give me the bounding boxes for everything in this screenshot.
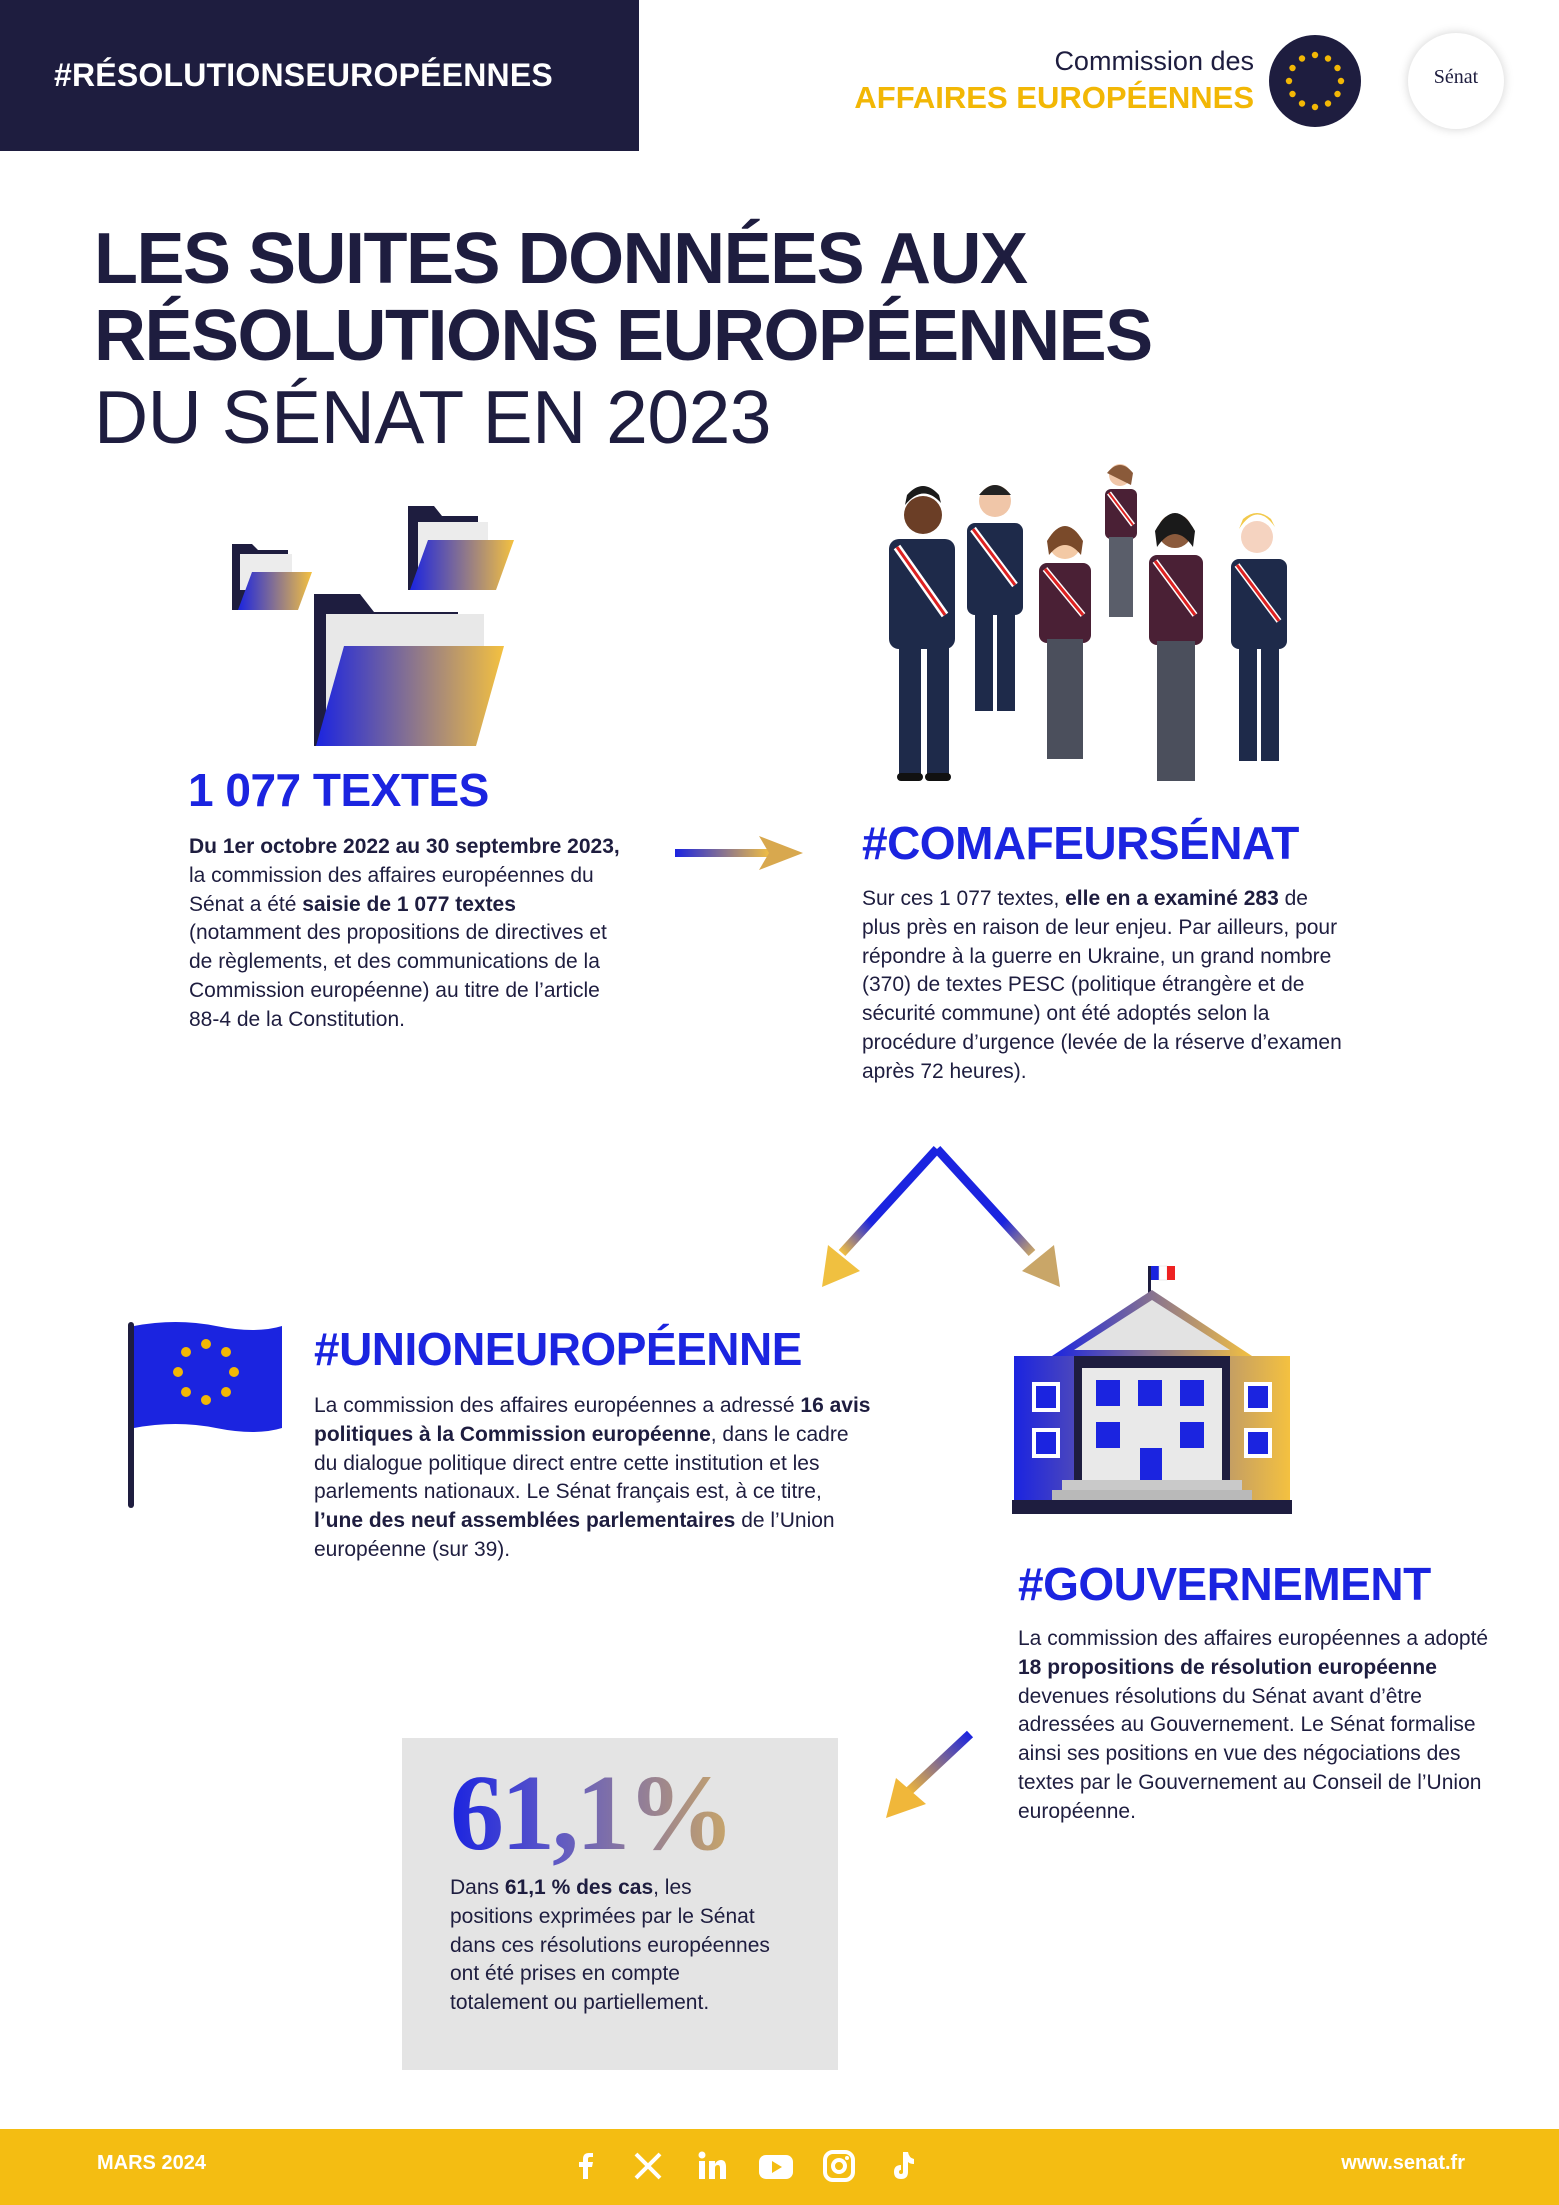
ue-description: La commission des affaires européennes a adressé 16 avis politiques à la Commission européenne, dans le cadre du dialogue politique direct entre cette institution et les parlements nationaux. Le Sénat français est, à ce titre, l’une des neuf assemblées parlementaires de l’Union européenne (sur 39). [314, 1394, 871, 1561]
tiktok-icon[interactable] [883, 2147, 921, 2185]
folders-illustration [228, 500, 518, 750]
linkedin-icon[interactable] [693, 2147, 731, 2185]
footer-website-link[interactable]: www.senat.fr [1341, 2152, 1465, 2174]
gouvernement-heading: #GOUVERNEMENT [1018, 1558, 1431, 1610]
commission-label: Commission des [1054, 46, 1254, 76]
hashtag-title: #RÉSOLUTIONSEUROPÉENNES [54, 57, 553, 93]
senat-logo[interactable] [1408, 33, 1504, 129]
textes-description: Du 1er octobre 2022 au 30 septembre 2023, la commission des affaires européennes du Sénat a été saisie de 1 077 textes (notamment des propositions de directives et de règlements, et des communications de la Commission européenne) au titre de l’article 88-4 de la Constitution. [189, 835, 620, 1031]
eu-stars-logo-icon [1269, 35, 1361, 127]
youtube-icon[interactable] [757, 2147, 795, 2185]
comafeur-description: Sur ces 1 077 textes, elle en a examiné 283 de plus près en raison de leur enjeu. Par ailleurs, pour répondre à la guerre en Ukraine, un grand nombre (370) de textes PESC (politique étrangère et de sécurité commune) ont été adoptés selon la procédure d’urgence (levée de la réserve d’examen après 72 heures). [862, 887, 1342, 1083]
arrow-down-left-icon [880, 1728, 980, 1824]
instagram-icon[interactable] [820, 2147, 858, 2185]
commission-name: AFFAIRES EUROPÉENNES [854, 80, 1254, 115]
footer-date: MARS 2024 [97, 2152, 206, 2174]
senat-logo-text: Sénat [1433, 66, 1479, 88]
ue-heading: #UNIONEUROPÉENNE [314, 1323, 802, 1375]
facebook-icon[interactable] [567, 2147, 605, 2185]
x-icon[interactable] [629, 2147, 667, 2185]
textes-heading: 1 077 TEXTES [188, 764, 489, 816]
stat-value: 61,1% [450, 1752, 732, 1876]
eu-flag-icon [126, 1320, 286, 1510]
arrow-right-icon [675, 834, 805, 874]
stat-description: Dans 61,1 % des cas, les positions exprimées par le Sénat dans ces résolutions européennes ont été prises en compte totalement ou partiellement. [450, 1876, 770, 2015]
page-title-line1: LES SUITES DONNÉES AUX [94, 219, 1027, 299]
page-title-line2: RÉSOLUTIONS EUROPÉENNES [94, 296, 1152, 376]
government-building-icon [1012, 1262, 1292, 1517]
comafeur-heading: #COMAFEURSÉNAT [862, 817, 1299, 869]
senators-illustration [875, 455, 1295, 825]
page-title-line3: DU SÉNAT EN 2023 [94, 375, 771, 459]
gouvernement-description: La commission des affaires européennes a adopté 18 propositions de résolution européenne devenues résolutions du Sénat avant d’être adressées au Gouvernement. Le Sénat formalise ainsi ses positions en vue des négociations des textes par le Gouvernement au Conseil de l’Union européenne. [1018, 1627, 1489, 1823]
